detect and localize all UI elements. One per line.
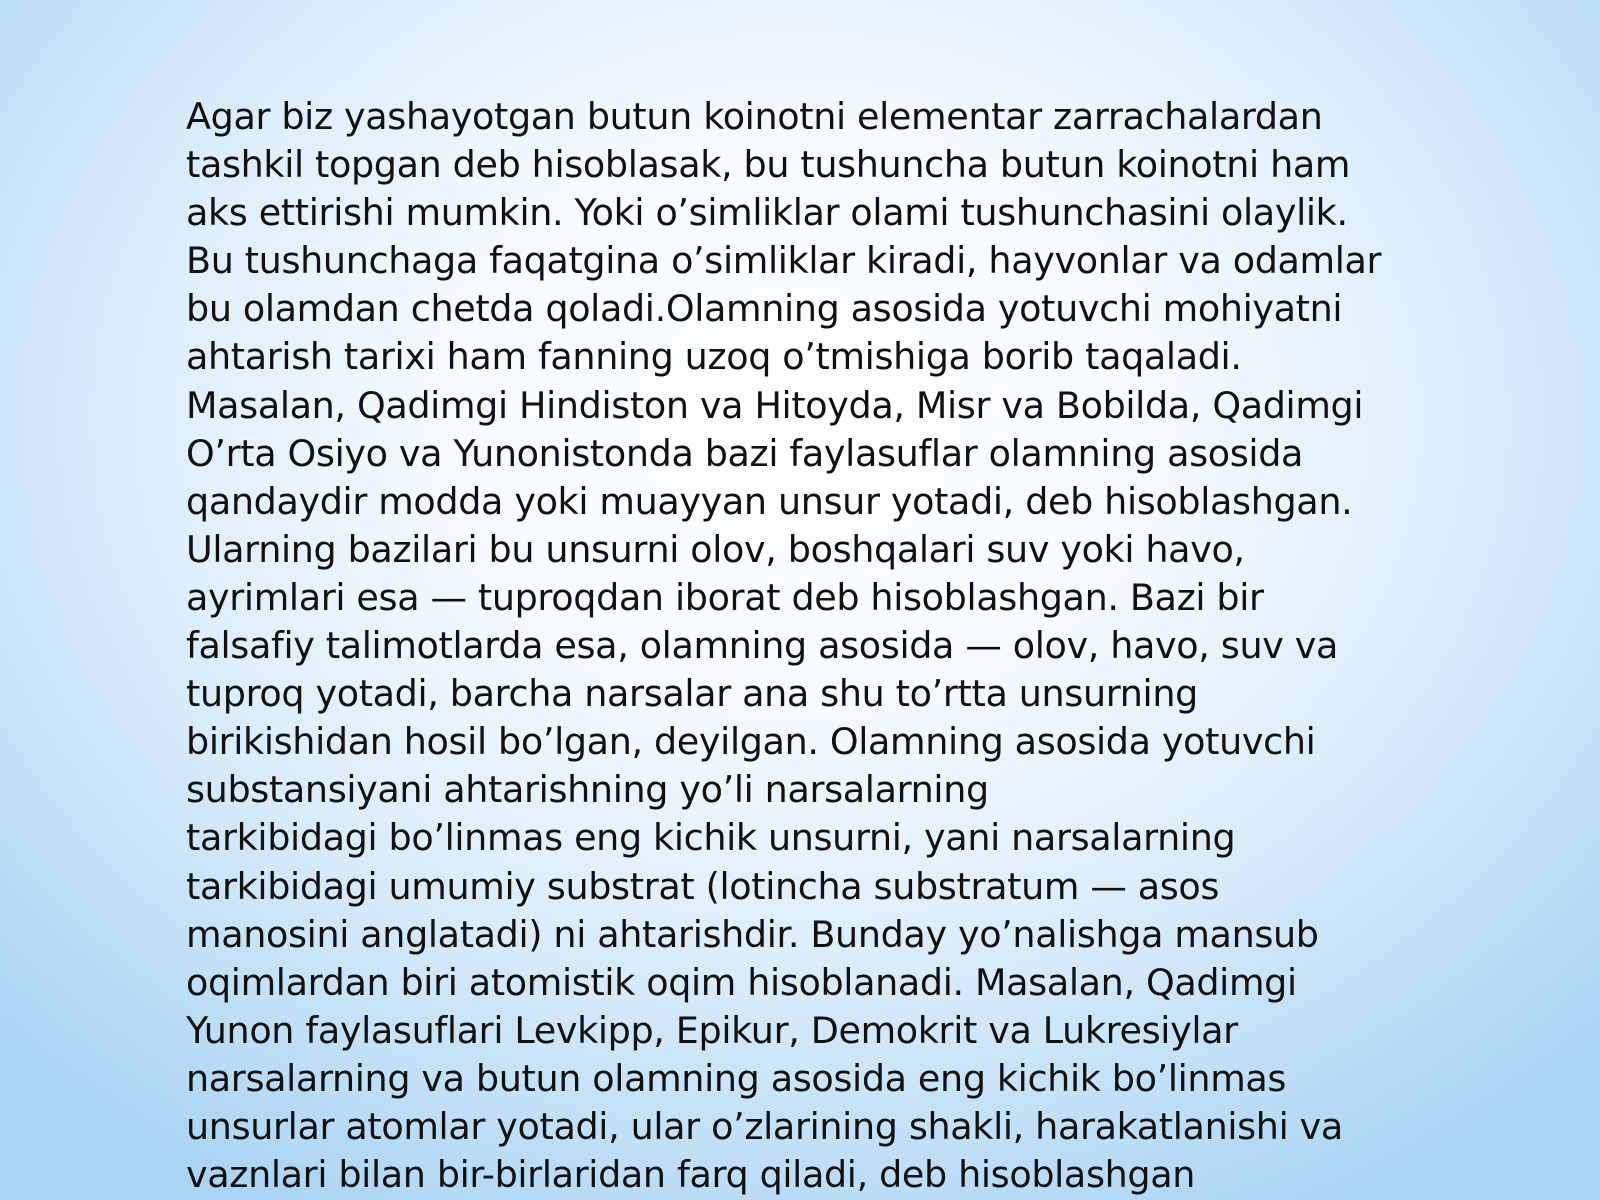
text-line: Agar biz yashayotgan butun koinotni elementar zarrachalardan	[186, 95, 1323, 138]
text-line: tuproq yotadi, barcha narsalar ana shu to’rtta unsurning	[186, 672, 1198, 716]
text-line: bu olamdan chetda qoladi.Olamning asosida yotuvchi mohiyatni	[186, 287, 1343, 331]
text-line: qandaydir modda yoki muayyan unsur yotadi, deb hisoblashgan.	[186, 479, 1353, 523]
text-line: substansiyani ahtarishning yo’li narsalarning	[186, 768, 989, 812]
slide-body-text	[186, 93, 1486, 1199]
text-line: tashkil topgan deb hisoblasak, bu tushuncha butun koinotni ham	[186, 143, 1351, 187]
text-line: birikishidan hosil bo’lgan, deyilgan. Olamning asosida yotuvchi	[186, 720, 1316, 764]
text-line: unsurlar atomlar yotadi, ular o’zlarining shakli, harakatlanishi va	[186, 1104, 1343, 1148]
text-line: oqimlardan biri atomistik oqim hisoblanadi. Masalan, Qadimgi	[186, 960, 1297, 1004]
text-line: O’rta Osiyo va Yunonistonda bazi faylasuflar olamning asosida	[186, 431, 1304, 475]
text-line: falsafiy talimotlarda esa, olamning asosida — olov, havo, suv va	[186, 624, 1338, 668]
text-line: Yunon faylasuflari Levkipp, Epikur, Demokrit va Lukresiylar	[186, 1008, 1238, 1052]
text-line: tarkibidagi bo’linmas eng kichik unsurni, yani narsalarning	[186, 816, 1236, 860]
text-line: ayrimlari esa — tuproqdan iborat deb hisoblashgan. Bazi bir	[186, 575, 1264, 619]
text-line: narsalarning va butun olamning asosida eng kichik bo’linmas	[186, 1056, 1287, 1100]
text-line: tarkibidagi umumiy substrat (lotincha substratum — asos	[186, 864, 1220, 908]
text-line: aks ettirishi mumkin. Yoki o’simliklar olami tushunchasini olaylik.	[186, 191, 1348, 235]
text-line: Ularning bazilari bu unsurni olov, boshqalari suv yoki havo,	[186, 527, 1245, 571]
text-line: manosini anglatadi) ni ahtarishdir. Bunday yo’nalishga mansub	[186, 912, 1319, 956]
text-line: ahtarish tarixi ham fanning uzoq o’tmishiga borib taqaladi.	[186, 335, 1242, 379]
text-line: Masalan, Qadimgi Hindiston va Hitoyda, Misr va Bobilda, Qadimgi	[186, 383, 1364, 427]
text-line: Bu tushunchaga faqatgina o’simliklar kiradi, hayvonlar va odamlar	[186, 239, 1382, 283]
text-line: vaznlari bilan bir-birlaridan farq qiladi, deb hisoblashgan	[186, 1153, 1196, 1197]
